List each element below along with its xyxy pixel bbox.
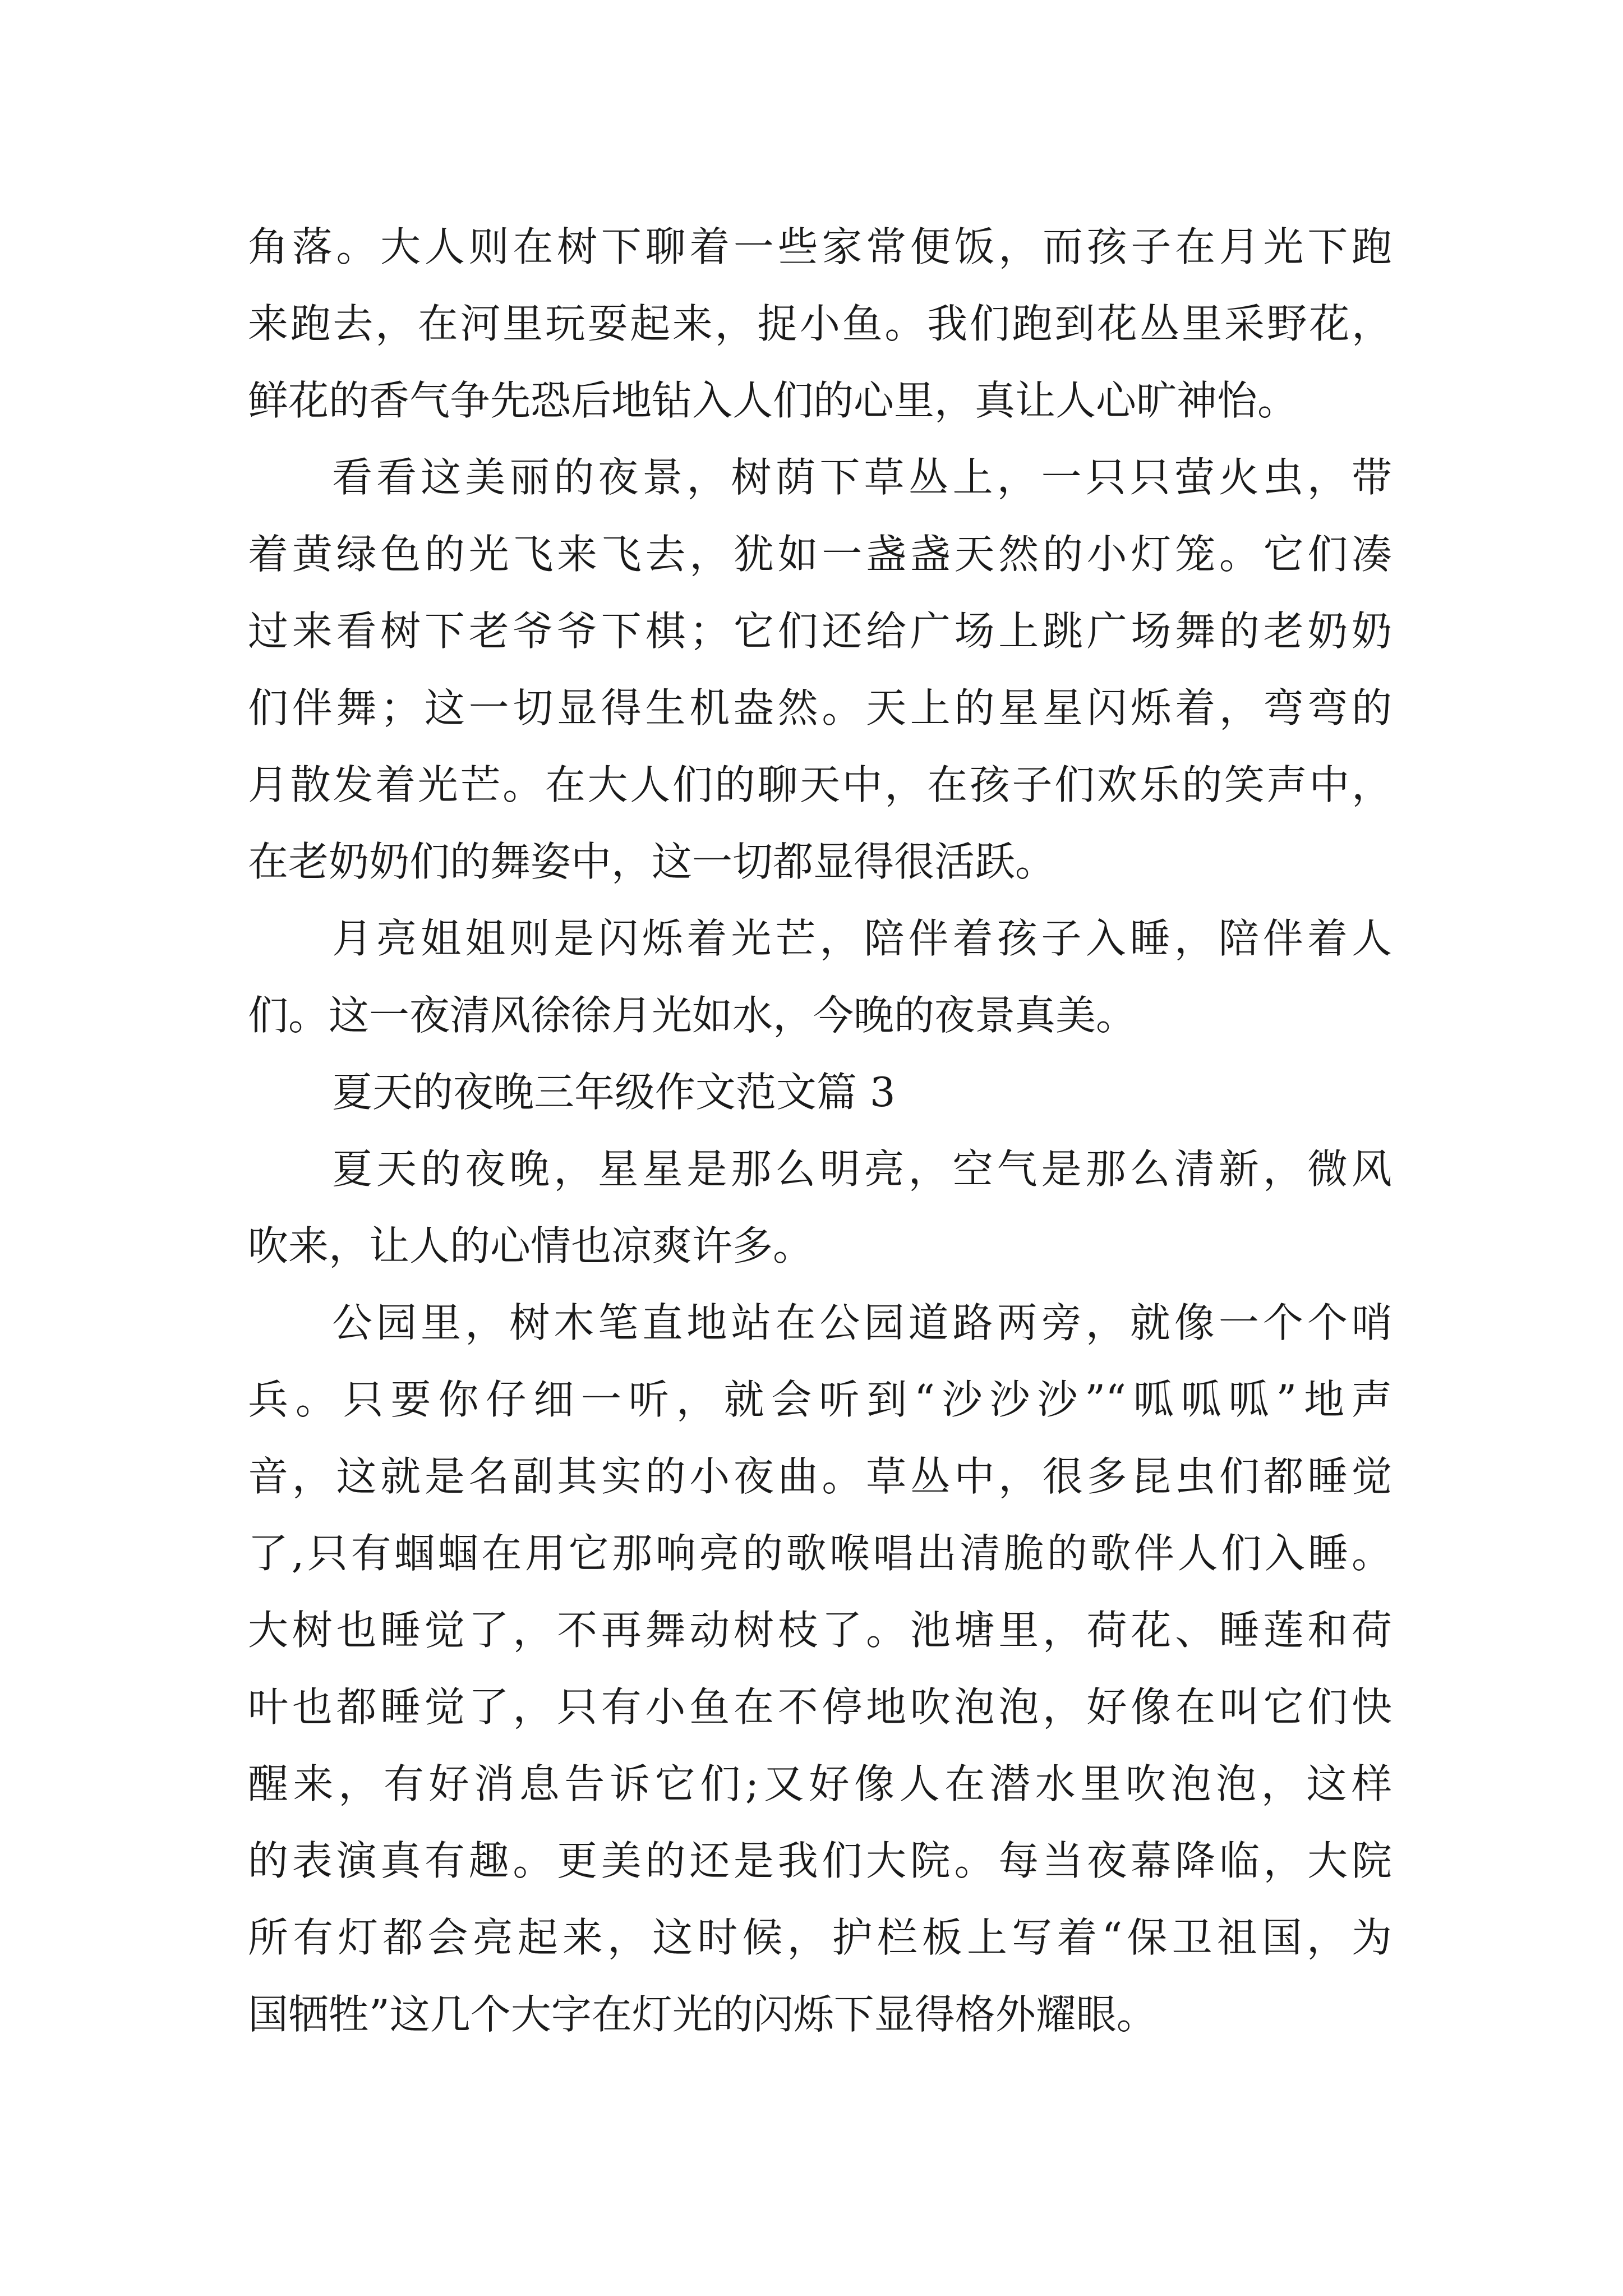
text-line: 吹来，让人的心情也凉爽许多。 [248,1222,814,1269]
text-line: 醒来，有好消息告诉它们;又好像人在潜水里吹泡泡，这样 [248,1760,1392,1807]
text-line: 着黄绿色的光飞来飞去，犹如一盏盏天然的小灯笼。它们凑 [248,531,1392,578]
text-line: 月亮姐姐则是闪烁着光芒，陪伴着孩子入睡，陪伴着人 [332,915,1392,962]
text-line: 叶也都睡觉了，只有小鱼在不停地吹泡泡，好像在叫它们快 [248,1683,1392,1731]
text-line: 了,只有蝈蝈在用它那响亮的歌喉唱出清脆的歌伴人们入睡。 [248,1530,1392,1577]
section-heading: 夏天的夜晚三年级作文范文篇 3 [332,1069,896,1116]
text-line: 音，这就是名副其实的小夜曲。草丛中，很多昆虫们都睡觉 [248,1453,1392,1500]
text-line: 大树也睡觉了，不再舞动树枝了。池塘里，荷花、睡莲和荷 [248,1607,1392,1654]
text-line: 夏天的夜晚，星星是那么明亮，空气是那么清新，微风 [332,1145,1392,1193]
text-line: 的表演真有趣。更美的还是我们大院。每当夜幕降临，大院 [248,1837,1392,1884]
text-line: 过来看树下老爷爷下棋；它们还给广场上跳广场舞的老奶奶 [248,608,1392,655]
text-line: 看看这美丽的夜景，树荫下草丛上，一只只萤火虫，带 [332,454,1392,501]
text-line: 所有灯都会亮起来，这时候，护栏板上写着“保卫祖国，为 [248,1914,1392,1961]
text-line: 兵。只要你仔细一听，就会听到“沙沙沙”“呱呱呱”地声 [248,1376,1392,1423]
text-line: 角落。大人则在树下聊着一些家常便饭，而孩子在月光下跑 [248,223,1392,270]
text-line: 来跑去，在河里玩耍起来，捉小鱼。我们跑到花丛里采野花， [248,300,1392,347]
text-line: 公园里，树木笔直地站在公园道路两旁，就像一个个哨 [332,1299,1392,1346]
text-line: 月散发着光芒。在大人们的聊天中，在孩子们欢乐的笑声中， [248,761,1392,808]
text-line: 们伴舞；这一切显得生机盎然。天上的星星闪烁着，弯弯的 [248,684,1392,731]
essay-body [248,209,1392,2053]
text-line: 在老奶奶们的舞姿中，这一切都显得很活跃。 [248,838,1056,885]
text-line: 国牺牲”这几个大字在灯光的闪烁下显得格外耀眼。 [248,1991,1157,2038]
text-line: 们。这一夜清风徐徐月光如水，今晚的夜景真美。 [248,992,1137,1039]
text-line: 鲜花的香气争先恐后地钻入人们的心里，真让人心旷神怡。 [248,377,1298,424]
